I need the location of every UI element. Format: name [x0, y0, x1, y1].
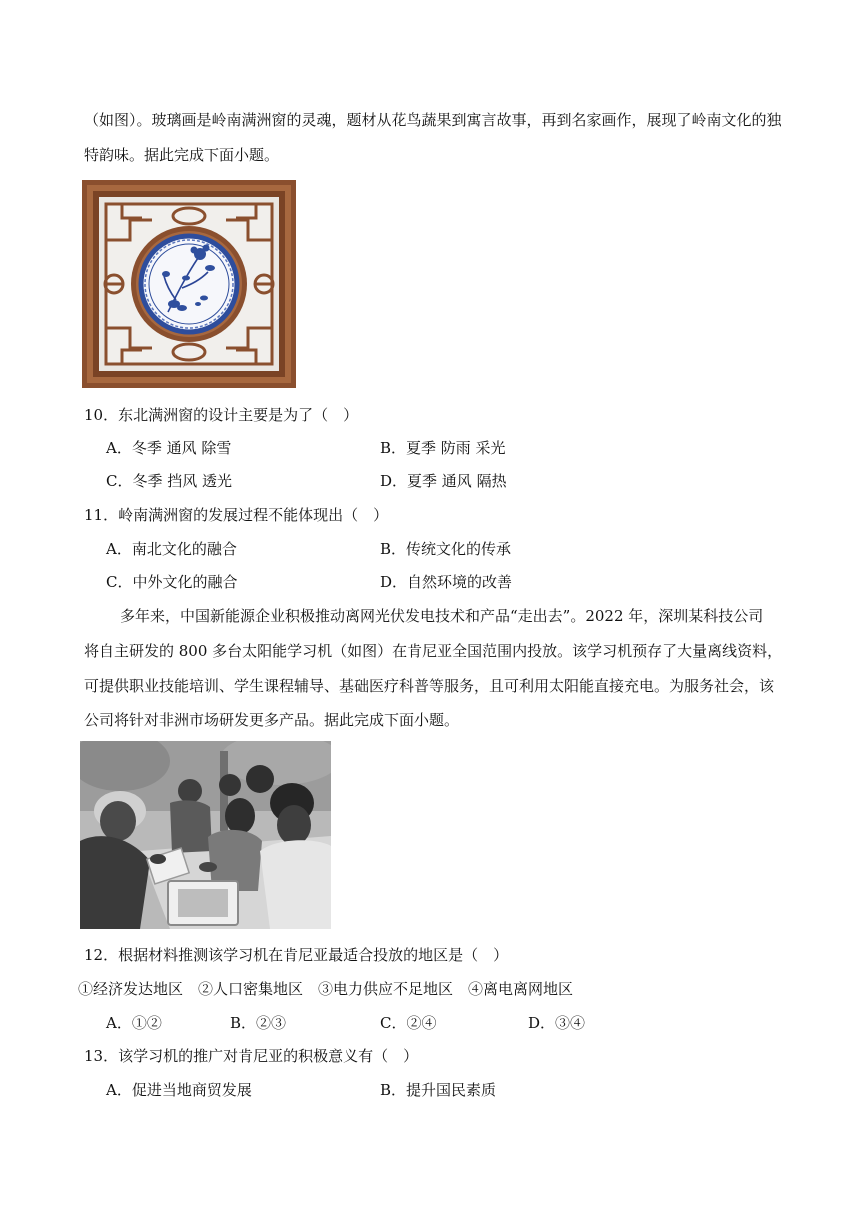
question-10-option-c: C．冬季 挡风 透光 — [106, 472, 233, 490]
solar-learning-machine-photo — [80, 741, 331, 929]
passage-2-line-3: 可提供职业技能培训、学生课程辅导、基础医疗科普等服务，且可利用太阳能直接充电。为服务社会，该 — [84, 677, 775, 695]
passage-2-line-2: 将自主研发的 800 多台太阳能学习机（如图）在肯尼亚全国范围内投放。该学习机预存了大量离线资料， — [84, 642, 783, 660]
intro-line-2: 特韵味。据此完成下面小题。 — [84, 146, 280, 164]
question-10-option-a: A．冬季 通风 除雪 — [106, 439, 232, 457]
question-11-stem: 11．岭南满洲窗的发展过程不能体现出（ ） — [84, 506, 389, 524]
passage-2-line-1: 多年来，中国新能源企业积极推动离网光伏发电技术和产品“走出去”。2022 年，深圳某科技公司 — [120, 607, 764, 625]
question-13-stem: 13．该学习机的推广对肯尼亚的积极意义有（ ） — [84, 1047, 419, 1065]
question-10-stem: 10．东北满洲窗的设计主要是为了（ ） — [84, 406, 359, 424]
question-12-items: ①经济发达地区 ②人口密集地区 ③电力供应不足地区 ④离电离网地区 — [78, 980, 574, 998]
question-11-option-a: A．南北文化的融合 — [106, 540, 237, 558]
question-11-option-c: C．中外文化的融合 — [106, 573, 238, 591]
question-13-option-b: B．提升国民素质 — [380, 1081, 497, 1099]
question-10-option-d: D．夏季 通风 隔热 — [380, 472, 507, 490]
manchurian-window-photo — [82, 180, 296, 388]
question-12-option-b: B．②③ — [230, 1014, 287, 1032]
question-10-option-b: B．夏季 防雨 采光 — [380, 439, 506, 457]
question-13-option-a: A．促进当地商贸发展 — [106, 1081, 252, 1099]
question-12-stem: 12．根据材料推测该学习机在肯尼亚最适合投放的地区是（ ） — [84, 946, 509, 964]
intro-line-1: （如图）。玻璃画是岭南满洲窗的灵魂，题材从花鸟蔬果到寓言故事，再到名家画作，展现了岭南文化的独 — [84, 111, 782, 129]
question-12-option-d: D．③④ — [528, 1014, 586, 1032]
passage-2-line-4: 公司将针对非洲市场研发更多产品。据此完成下面小题。 — [84, 711, 460, 729]
question-11-option-d: D．自然环境的改善 — [380, 573, 513, 591]
question-12-option-c: C．②④ — [380, 1014, 437, 1032]
question-12-option-a: A．①② — [106, 1014, 162, 1032]
question-11-option-b: B．传统文化的传承 — [380, 540, 512, 558]
